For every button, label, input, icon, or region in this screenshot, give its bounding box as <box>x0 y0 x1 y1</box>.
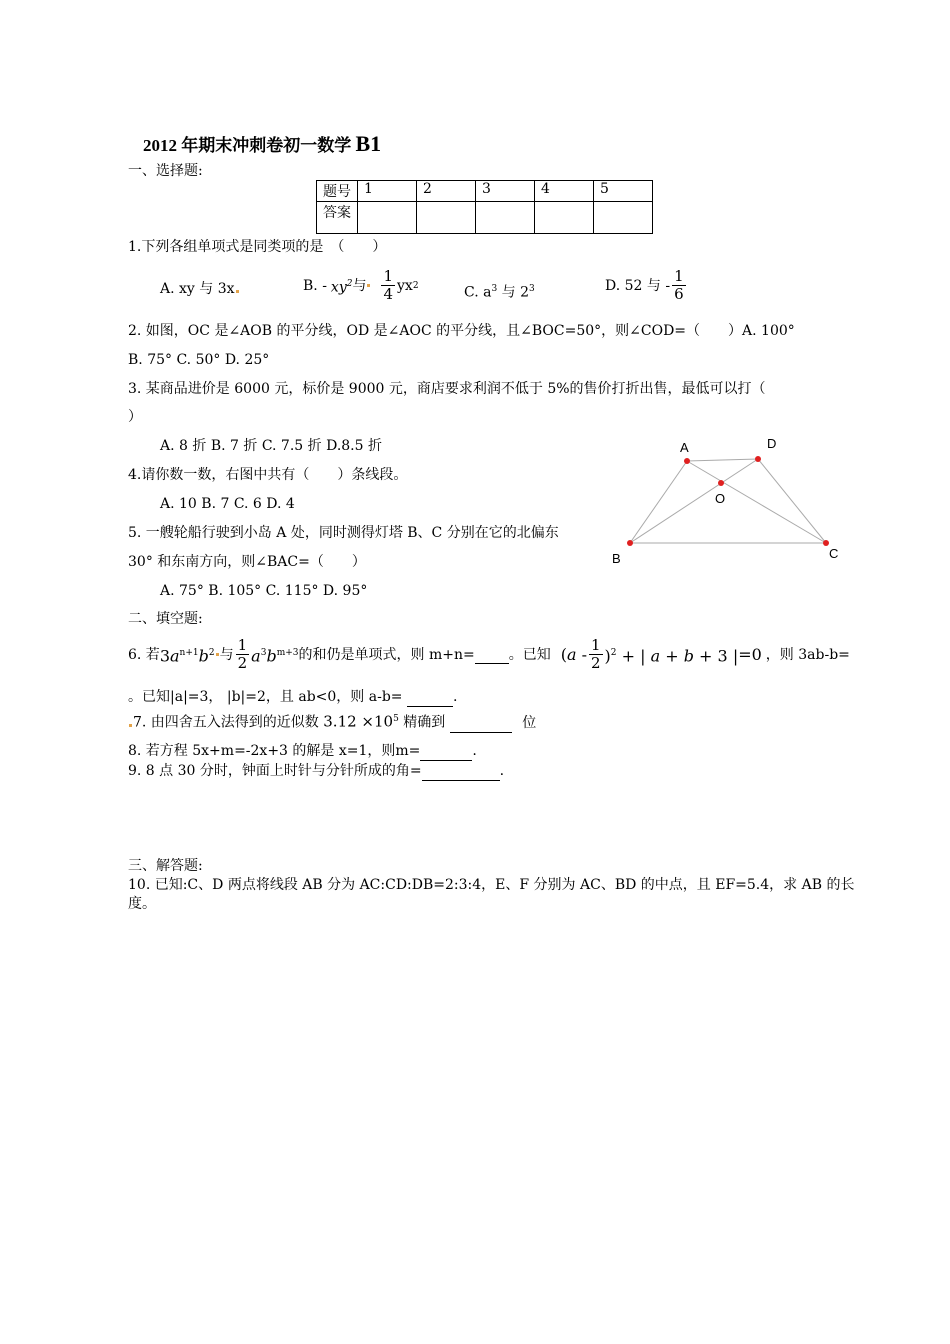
q1-b-pre: B. - <box>303 277 327 294</box>
q7-pre: 7. 由四舍五入法得到的近似数 <box>133 714 319 731</box>
q1-c-text: C. a <box>464 284 492 301</box>
q6-eq: =0 <box>738 644 762 664</box>
marker-dot <box>216 653 219 656</box>
exponent: 3 <box>529 284 535 294</box>
question-5-options: A. 75° B. 105° C. 115° D. 95° <box>160 583 368 599</box>
q1-b-post: yx <box>397 277 413 294</box>
q8-period: . <box>472 743 477 759</box>
exponent: 3 <box>260 647 267 658</box>
segment-ad <box>687 459 758 461</box>
exponent: n+1 <box>179 647 199 658</box>
q8-text: 8. 若方程 5x+m=-2x+3 的解是 x=1，则m= <box>128 743 421 759</box>
frac-den: 6 <box>674 285 684 303</box>
frac-num: 1 <box>383 267 394 285</box>
fraction-1-2 <box>589 637 603 672</box>
question-2-line-2: B. 75° C. 50° D. 25° <box>128 352 270 368</box>
table-row <box>317 202 653 234</box>
q1-a-text: A. xy 与 3x <box>160 281 235 297</box>
q1-option-b <box>303 268 419 303</box>
point-o <box>718 480 724 486</box>
answer-cell-3[interactable] <box>476 202 535 234</box>
fraction-1-4 <box>381 268 395 303</box>
segment-dc <box>758 459 826 543</box>
q7-unit: 位 <box>522 714 537 731</box>
exponent: 2 <box>412 280 419 291</box>
frac-num: 1 <box>591 636 601 654</box>
question-1-stem: 1.下列各组单项式是同类项的是 （ ） <box>128 239 387 255</box>
q7-number: 3.12 ×10 <box>323 712 394 731</box>
q6-tail: 的和仍是单项式，则 m+n= <box>298 646 475 663</box>
q6-expression-rest: )$^2$ + | a + b + 3 | <box>604 646 739 666</box>
question-8 <box>128 742 477 761</box>
answer-cell-1[interactable] <box>358 202 417 234</box>
marker-dot <box>129 724 132 727</box>
segment-ac <box>687 461 826 543</box>
frac-den: 2 <box>237 654 248 672</box>
q6-blank-2[interactable] <box>407 688 453 707</box>
point-b <box>627 540 633 546</box>
question-3-line-1: 3. 某商品进价是 6000 元，标价是 9000 元，商店要求利润不低于 5%的售价打折出售，最低可以打（ <box>128 381 766 397</box>
figure-lines <box>630 459 826 543</box>
segment-ab <box>630 461 687 543</box>
table-cell: 3 <box>476 181 535 202</box>
question-3-options: A. 8 折 B. 7 折 C. 7.5 折 D.8.5 折 <box>160 438 382 454</box>
q9-period: . <box>499 763 505 779</box>
question-4-options: A. 10 B. 7 C. 6 D. 4 <box>160 496 295 512</box>
fraction-1-6 <box>672 268 686 303</box>
marker-dot <box>367 284 370 287</box>
q6-term-2: $a^3b^{m+3}$ <box>251 646 299 666</box>
table-row <box>317 181 653 202</box>
q6-end: ，则 3ab-b= <box>765 646 850 663</box>
title-suffix: B1 <box>355 131 382 156</box>
section-solve-heading: 三、解答题: <box>128 858 203 874</box>
exponent: m+3 <box>276 647 299 658</box>
segment-figure <box>600 430 850 570</box>
q1-option-c <box>464 280 535 302</box>
answer-table <box>316 180 653 234</box>
exponent: 5 <box>393 714 399 724</box>
frac-den: 2 <box>591 654 601 672</box>
q1-c-mid: 与 2 <box>501 284 530 301</box>
frac-num: 1 <box>674 267 684 285</box>
label-b: B <box>612 551 621 566</box>
exponent: 3 <box>491 284 498 294</box>
q8-blank[interactable] <box>420 742 472 761</box>
marker-dot <box>236 290 239 293</box>
q6-period: . <box>452 689 458 705</box>
q9-blank[interactable] <box>422 762 500 781</box>
q6-line2-text: 。已知|a|=3， |b|=2，且 ab<0，则 a-b= <box>128 689 403 705</box>
q6-term-1: $3a^{n+1}b^2$ <box>159 646 215 666</box>
segment-bd <box>630 459 758 543</box>
point-a <box>684 458 690 464</box>
question-5-line-2: 30° 和东南方向，则∠BAC=（ ） <box>128 554 366 570</box>
exponent: 2 <box>610 647 617 658</box>
q6-known: 。已知 <box>508 646 551 663</box>
question-10-line-1: 10. 已知:C、D 两点将线段 AB 分为 AC:CD:DB=2:3:4，E、F 分别为 AC、BD 的中点，且 EF=5.4，求 AB 的长 <box>128 877 855 893</box>
figure-points <box>627 456 829 546</box>
answer-cell-4[interactable] <box>535 202 594 234</box>
table-cell: 4 <box>535 181 594 202</box>
fraction-1-2 <box>236 637 250 672</box>
question-5-line-1: 5. 一艘轮船行驶到小岛 A 处，同时测得灯塔 B、C 分别在它的北偏东 <box>128 525 559 541</box>
question-7 <box>128 710 536 733</box>
label-c: C <box>829 546 839 561</box>
label-o: O <box>715 491 726 506</box>
q6-num: 6. 若 <box>128 646 160 663</box>
question-10-line-2: 度。 <box>128 896 156 912</box>
q6-expression: (a - <box>560 644 587 664</box>
table-cell: 1 <box>358 181 417 202</box>
title-main: 2012 年期末冲刺卷初一数学 <box>143 136 352 155</box>
q1-d-text: D. 52 与 - <box>605 277 671 294</box>
q7-post: 精确到 <box>403 714 446 731</box>
q7-blank[interactable] <box>450 714 512 733</box>
exponent: 2 <box>208 647 215 658</box>
answer-cell-5[interactable] <box>594 202 653 234</box>
q9-text: 9. 8 点 30 分时，钟面上时针与分针所成的角= <box>128 763 422 779</box>
q1-option-a <box>160 280 240 298</box>
label-d: D <box>767 436 777 451</box>
section-fill-heading: 二、填空题: <box>128 611 203 627</box>
section-choice-heading: 一、选择题: <box>128 163 203 179</box>
table-cell: 题号 <box>317 181 358 202</box>
q6-blank-1[interactable] <box>475 645 509 664</box>
exponent: 2 <box>346 278 353 289</box>
q1-b-var: $xy^2$ <box>330 278 353 296</box>
table-cell: 2 <box>417 181 476 202</box>
q1-b-mid: 与 <box>352 277 367 294</box>
q1-option-d <box>605 268 688 303</box>
frac-den: 4 <box>383 285 394 303</box>
point-d <box>755 456 761 462</box>
label-a: A <box>680 440 689 455</box>
question-9 <box>128 762 504 781</box>
question-3-line-2: ） <box>128 409 142 425</box>
page-title <box>143 131 381 157</box>
table-cell: 答案 <box>317 202 358 234</box>
question-6-line-2 <box>128 688 457 707</box>
q6-mid: 与 <box>219 646 234 663</box>
question-6-line-1 <box>128 637 850 672</box>
table-cell: 5 <box>594 181 653 202</box>
question-2-line-1: 2. 如图，OC 是∠AOB 的平分线，OD 是∠AOC 的平分线，且∠BOC=50°，则∠COD=（ ）A. 100° <box>128 323 795 339</box>
frac-num: 1 <box>237 636 248 654</box>
question-4-stem: 4.请你数一数，右图中共有（ ）条线段。 <box>128 467 408 483</box>
answer-cell-2[interactable] <box>417 202 476 234</box>
